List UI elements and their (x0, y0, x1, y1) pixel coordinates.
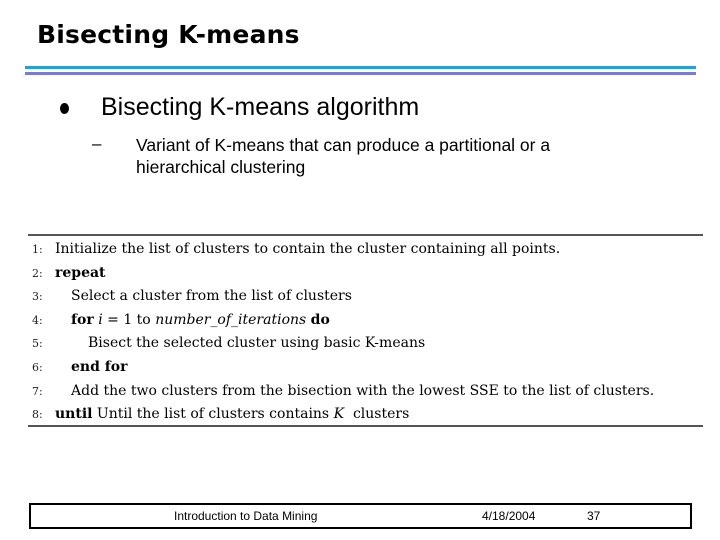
line-number: 6: (32, 360, 43, 374)
line-number: 2: (32, 266, 43, 280)
title-rule-bottom (25, 72, 696, 75)
footer-page-number: 37 (587, 509, 601, 523)
line-number: 1: (32, 243, 43, 256)
dash-icon: – (92, 134, 102, 153)
bullet-text: Bisecting K-means algorithm (101, 93, 420, 121)
algorithm-line (28, 285, 703, 309)
slide-footer (29, 503, 692, 529)
line-number: 8: (32, 408, 43, 422)
line-keyword: for (71, 311, 94, 328)
loop-variable: i (98, 311, 103, 328)
line-number: 4: (32, 313, 43, 327)
line-keyword: end for (71, 358, 128, 375)
algorithm-line (28, 332, 703, 356)
line-number: 3: (32, 290, 43, 304)
algorithm-line (28, 403, 703, 427)
title-rule-top (25, 66, 696, 69)
line-content (55, 403, 409, 427)
line-keyword: do (310, 311, 330, 328)
algorithm-line (28, 309, 703, 333)
footer-course: Introduction to Data Mining (174, 509, 318, 523)
sub-bullet-text: Variant of K-means that can produce a partitional or a hierarchical clustering (136, 135, 551, 177)
bullet-icon (60, 103, 69, 114)
algorithm-box (28, 238, 703, 427)
algorithm-bottom-rule (28, 425, 703, 427)
loop-range: = 1 to (102, 311, 156, 328)
line-content (71, 309, 330, 333)
line-number: 7: (32, 384, 43, 398)
algorithm-line (28, 238, 703, 262)
line-tail: clusters (352, 406, 410, 423)
line-keyword: repeat (55, 264, 106, 281)
slide-title: Bisecting K-means (37, 20, 300, 49)
line-text: Initialize the list of clusters to contain the cluster containing all points. (55, 241, 561, 257)
line-number: 5: (32, 337, 43, 351)
footer-date: 4/18/2004 (482, 509, 536, 523)
algorithm-top-rule (28, 234, 703, 236)
algorithm-line (28, 380, 703, 404)
line-text: Bisect the selected cluster using basic K-means (88, 335, 426, 352)
line-text: Until the list of clusters contains (96, 406, 330, 423)
line-text: Add the two clusters from the bisection with the lowest SSE to the list of clusters. (71, 382, 655, 399)
line-text: Select a cluster from the list of clusters (71, 288, 352, 305)
algorithm-line (28, 356, 703, 380)
cluster-count-variable: K (333, 406, 345, 423)
algorithm-line (28, 262, 703, 286)
loop-bound: number_of_iterations (155, 311, 307, 328)
line-keyword: until (55, 406, 93, 423)
